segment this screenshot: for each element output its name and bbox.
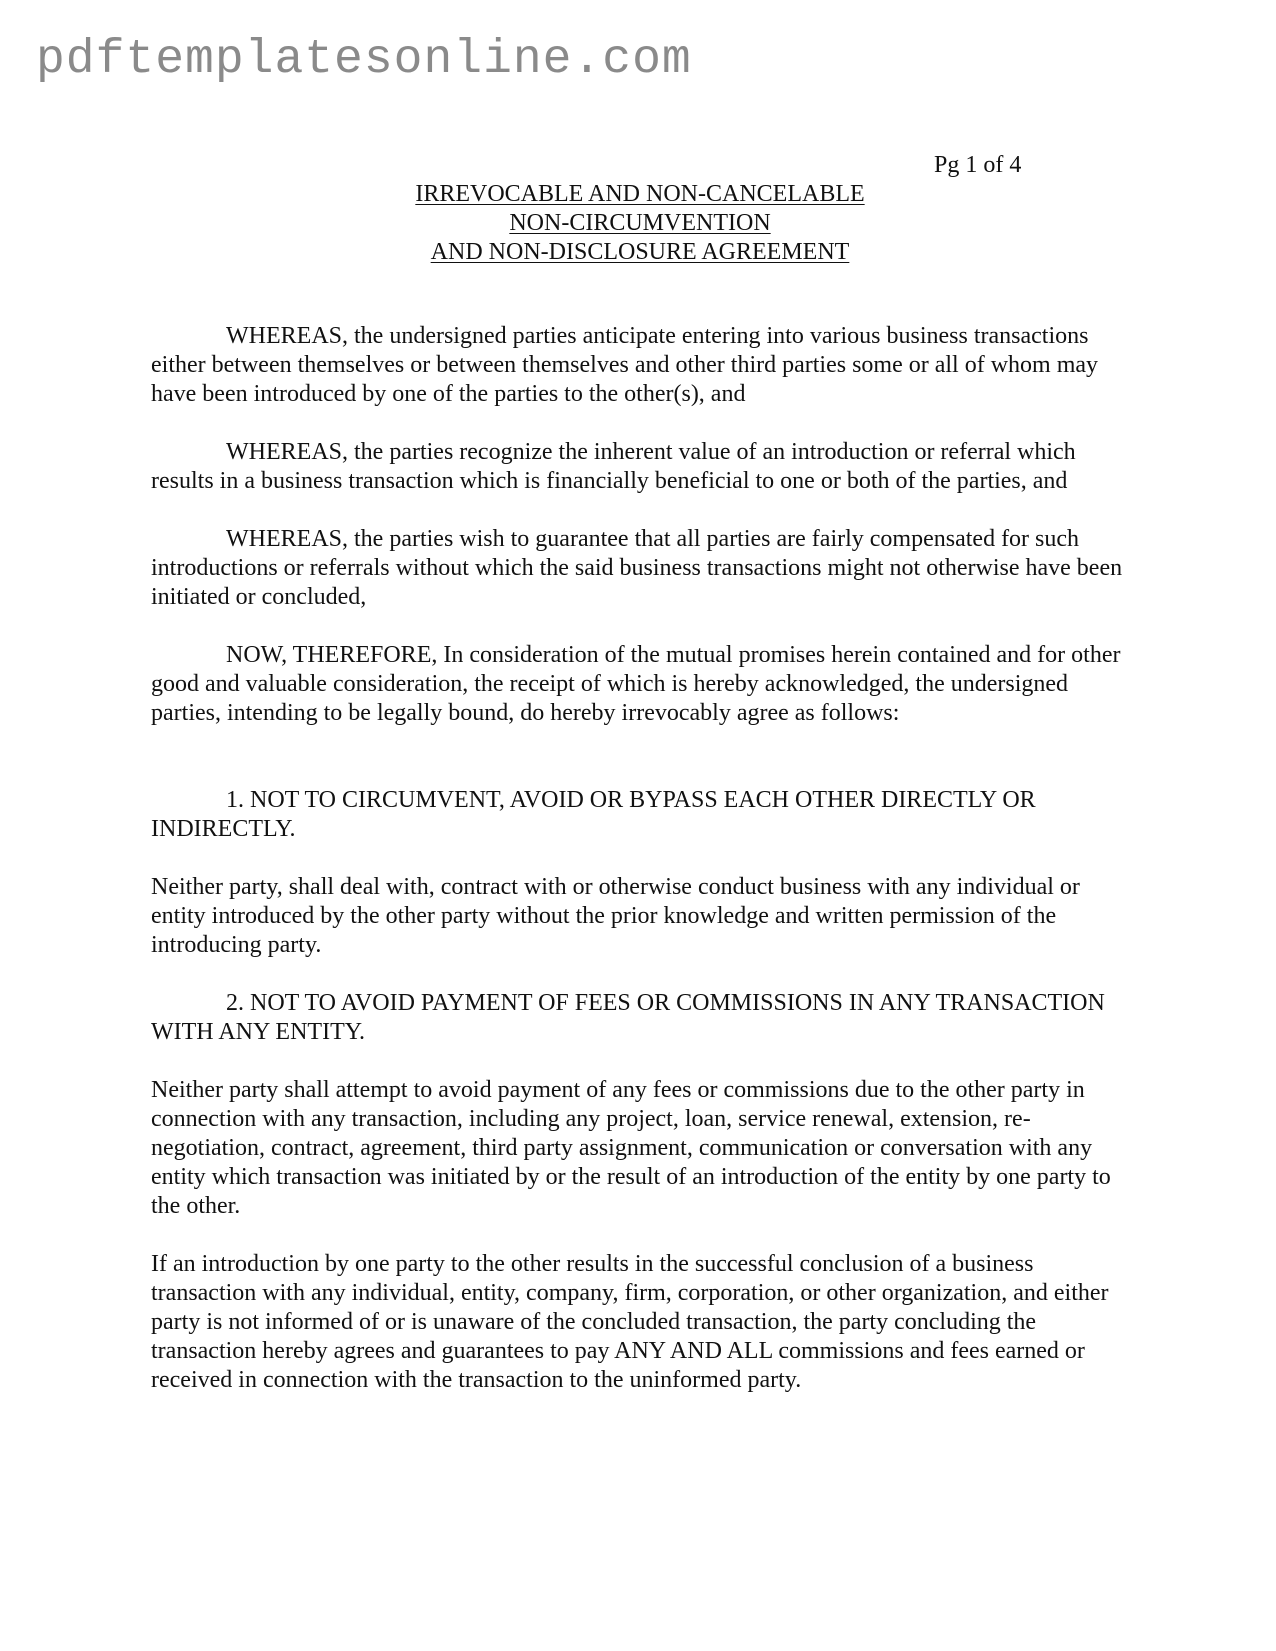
section-heading-2: 2. NOT TO AVOID PAYMENT OF FEES OR COMMISSIONS IN ANY TRANSACTION WITH ANY ENTITY. <box>151 990 1105 1045</box>
document-body <box>151 322 1131 1424</box>
title-line-2: NON-CIRCUMVENTION <box>509 210 771 236</box>
watermark: pdftemplatesonline.com <box>36 33 692 87</box>
recital-paragraph: WHEREAS, the undersigned parties anticipate entering into various business transactions either between themselves or between themselves and other third parties some or all of whom may have been introduced by one of the parties to the other(s), and <box>151 323 1099 407</box>
section-paragraph: Neither party shall attempt to avoid payment of any fees or commissions due to the other party in connection with any transaction, including any project, loan, service renewal, extension, re-negotiation, contract, agreement, third party assignment, communication or conversation with any entity which transaction was initiated by or the result of an introduction of the entity by one party to the other. <box>151 1077 1111 1219</box>
agreement-clause: NOW, THEREFORE, In consideration of the mutual promises herein contained and for other good and valuable consideration, the receipt of which is hereby acknowledged, the undersigned parties, intending to be legally bound, do hereby irrevocably agree as follows: <box>151 642 1121 726</box>
section-paragraph: If an introduction by one party to the other results in the successful conclusion of a business transaction with any individual, entity, company, firm, corporation, or other organization, and either party is not informed of or is unaware of the concluded transaction, the party concluding the transaction hereby agrees and guarantees to pay ANY AND ALL commissions and fees earned or received in connection with the transaction to the uninformed party. <box>151 1251 1109 1393</box>
recital-paragraph: WHEREAS, the parties recognize the inherent value of an introduction or referral which results in a business transaction which is financially beneficial to one or both of the parties, and <box>151 439 1076 494</box>
page-number: Pg 1 of 4 <box>934 152 1022 178</box>
title-line-3: AND NON-DISCLOSURE AGREEMENT <box>430 239 850 265</box>
title-line-1: IRREVOCABLE AND NON-CANCELABLE <box>415 181 865 207</box>
document-title <box>200 180 1080 267</box>
recital-paragraph: WHEREAS, the parties wish to guarantee that all parties are fairly compensated for such introductions or referrals without which the said business transactions might not otherwise have been initiated or concluded, <box>151 526 1123 610</box>
section-heading-1: 1. NOT TO CIRCUMVENT, AVOID OR BYPASS EACH OTHER DIRECTLY OR INDIRECTLY. <box>151 787 1036 842</box>
section-paragraph: Neither party, shall deal with, contract with or otherwise conduct business with any individual or entity introduced by the other party without the prior knowledge and written permission of the introducing party. <box>151 874 1080 958</box>
